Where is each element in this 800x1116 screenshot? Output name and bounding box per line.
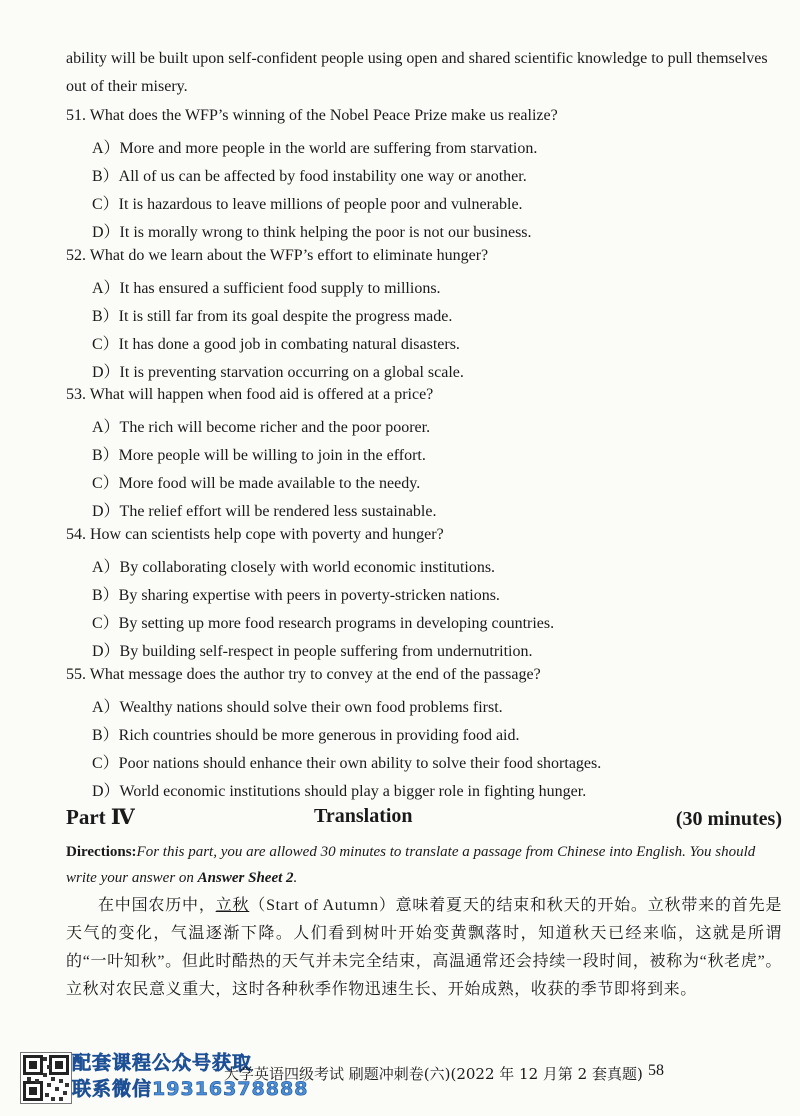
- option-52-c: C）It has done a good job in combating natural disasters.: [92, 336, 460, 353]
- page-number: 58: [648, 1062, 664, 1079]
- intro-paragraph: ability will be built upon self-confident people using open and shared scientific knowledge to pull themselves out of their misery.: [66, 50, 768, 95]
- option-51-b: B）All of us can be affected by food instability one way or another.: [92, 168, 527, 185]
- option-51-d: D）It is morally wrong to think helping the poor is not our business.: [92, 224, 532, 241]
- option-52-d: D）It is preventing starvation occurring on a global scale.: [92, 364, 464, 381]
- directions-text: For this part, you are allowed 30 minutes to translate a passage from Chinese into English. You should write your answer on: [66, 844, 756, 886]
- option-53-d: D）The relief effort will be rendered less sustainable.: [92, 503, 437, 520]
- translation-passage: [66, 892, 782, 1004]
- question-55: 55. What message does the author try to convey at the end of the passage?: [66, 666, 541, 683]
- option-55-d: D）World economic institutions should play a bigger role in fighting hunger.: [92, 783, 587, 800]
- directions-end: .: [293, 870, 298, 886]
- question-53: 53. What will happen when food aid is offered at a price?: [66, 386, 434, 403]
- option-55-a: A）Wealthy nations should solve their own food problems first.: [92, 699, 503, 716]
- part-label: Part Ⅳ: [66, 805, 135, 829]
- question-51: 51. What does the WFP’s winning of the Nobel Peace Prize make us realize?: [66, 107, 558, 124]
- page-footer: [0, 1046, 800, 1116]
- option-54-c: C）By setting up more food research programs in developing countries.: [92, 615, 555, 632]
- watermark-line-1: 配套课程公众号获取: [72, 1052, 253, 1074]
- part-time: (30 minutes): [675, 808, 782, 830]
- option-51-a: A）More and more people in the world are suffering from starvation.: [92, 140, 538, 157]
- question-52: 52. What do we learn about the WFP’s effort to eliminate hunger?: [66, 247, 489, 264]
- option-54-a: A）By collaborating closely with world economic institutions.: [92, 559, 496, 576]
- option-54-d: D）By building self-respect in people suffering from undernutrition.: [92, 643, 533, 660]
- option-55-c: C）Poor nations should enhance their own ability to solve their food shortages.: [92, 755, 602, 772]
- option-53-b: B）More people will be willing to join in the effort.: [92, 447, 426, 464]
- option-51-c: C）It is hazardous to leave millions of people poor and vulnerable.: [92, 196, 523, 213]
- translation-text-rest: （Start of Autumn）意味着夏天的结束和秋天的开始。立秋带来的首先是天气的变化，气温逐渐下降。人们看到树叶开始变黄飘落时，知道秋天已经来临，这就是所谓的“一叶知秋”。但此时酷热的天气并未完全结束，高温通常还会持续一段时间，被称为“秋老虎”。立秋对农民意义重大，这时各种秋季作物迅速生长、开始成熟，收获的季节即将到来。: [66, 897, 782, 998]
- watermark-line-2: 联系微信19316378888: [72, 1078, 309, 1100]
- option-52-b: B）It is still far from its goal despite the progress made.: [92, 308, 453, 325]
- option-53-c: C）More food will be made available to the needy.: [92, 475, 421, 492]
- footer-title: 大学英语四级考试 刷题冲刺卷(六)(2022 年 12 月第 2 套真题): [224, 1065, 643, 1083]
- answer-sheet-label: Answer Sheet 2: [197, 870, 294, 886]
- translation-text-start: 在中国农历中，: [98, 897, 216, 914]
- option-52-a: A）It has ensured a sufficient food supply to millions.: [92, 280, 441, 297]
- directions-label: Directions:: [66, 844, 137, 860]
- qr-code-icon: [20, 1052, 72, 1104]
- translation-term-underlined: 立秋: [215, 897, 250, 914]
- option-55-b: B）Rich countries should be more generous in providing food aid.: [92, 727, 520, 744]
- question-54: 54. How can scientists help cope with poverty and hunger?: [66, 526, 444, 543]
- part-header: [66, 804, 782, 834]
- option-54-b: B）By sharing expertise with peers in poverty-stricken nations.: [92, 587, 500, 604]
- part-title: Translation: [314, 805, 413, 827]
- directions: [66, 839, 782, 891]
- option-53-a: A）The rich will become richer and the poor poorer.: [92, 419, 431, 436]
